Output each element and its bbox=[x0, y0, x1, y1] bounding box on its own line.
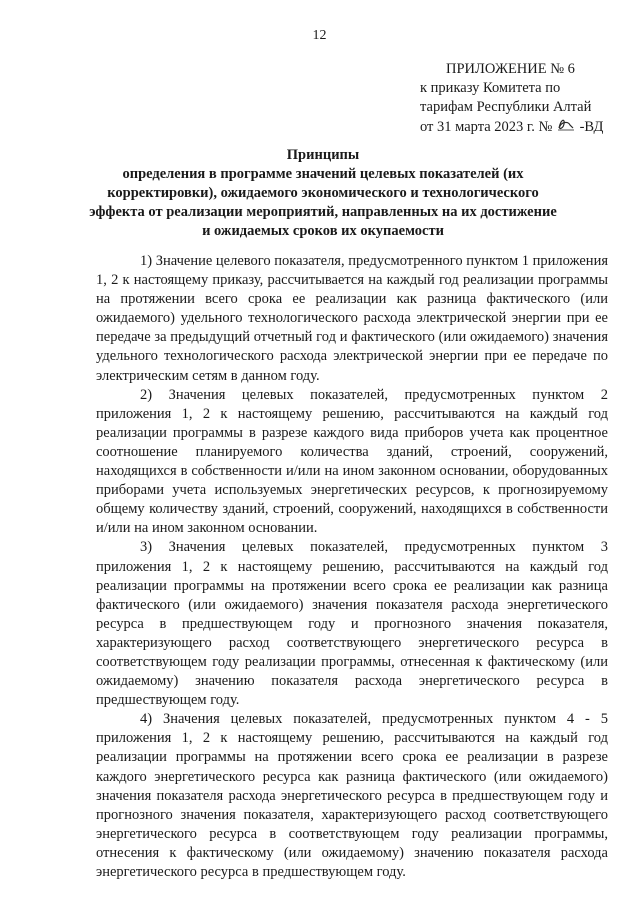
paragraph-3: 3) Значения целевых показателей, предусмотренных пунктом 3 приложения 1, 2 к настоящему решению, рассчитываются на каждый год реализации программы на протяжении всего срока ее реализации как разница фактического (или ожидаемого) значения показателя расхода энергетического ресурса в предшествующем году и прогнозного значения показателя, характеризующего расход соответствующего энергетического ресурса в соответствующем году реализации программы, отнесенная к фактическому (или ожидаемому) значению показателя расхода энергетического ресурса в предшествующем году. bbox=[96, 539, 608, 709]
handwritten-number-signature bbox=[556, 119, 580, 135]
appendix-date: от 31 марта 2023 г. № bbox=[420, 119, 553, 135]
heading-title: Принципы bbox=[286, 147, 360, 163]
appendix-date-line bbox=[420, 117, 630, 137]
paragraph-2: 2) Значения целевых показателей, предусмотренных пунктом 2 приложения 1, 2 к настоящему решению, рассчитываются на каждый год реализации программы в разрезе каждого вида приборов учета как процентное соотношение планируемого количества зданий, строений, сооружений, находящихся в собственности и/или на ином законном основании, оборудованных приборами учета используемых энергетических ресурсов, к прогнозируемому общему количеству зданий, строений, сооружений, находящихся в собственности и/или на ином законном основании. bbox=[96, 386, 608, 537]
heading-subtitle: определения в программе значений целевых показателей (их корректировки), ожидаемого экономического и технологического эффекта от реализации мероприятий, направленных на их достижение и ожидаемых сроков их окупаемости bbox=[89, 166, 557, 239]
appendix-line-2: тарифам Республики Алтай bbox=[420, 99, 592, 115]
paragraph-1: 1) Значение целевого показателя, предусмотренного пунктом 1 приложения 1, 2 к настоящему приказу, рассчитывается на каждый год реализации программы на протяжении всего срока ее реализации как разница фактического (или ожидаемого) удельного технологического расхода электрической энергии при ее передаче за предыдущий отчетный год и фактического (или ожидаемого) значения удельного технологического расхода электрической энергии при ее передаче по электрическим сетям в данном году. bbox=[96, 253, 608, 384]
appendix-title: ПРИЛОЖЕНИЕ № 6 bbox=[446, 61, 575, 77]
paragraph-4: 4) Значения целевых показателей, предусмотренных пунктом 4 - 5 приложения 1, 2 к настоящему решению, рассчитываются на каждый год реализации программы на протяжении всего срока ее реализации в разрезе каждого энергетического ресурса как разница фактического (или ожидаемого) значения показателя расхода энергетического ресурса в предшествующем году и прогнозного значения показателя, характеризующего расход соответствующего энергетического ресурса в соответствующем году реализации программы, отнесения к фактическому (или ожидаемому) значению показателя расхода энергетического ресурса в предшествующем году. bbox=[96, 711, 608, 880]
appendix-line-1: к приказу Комитета по bbox=[420, 80, 561, 96]
document-heading bbox=[88, 146, 558, 241]
document-body bbox=[96, 252, 608, 882]
appendix-number-suffix: -ВД bbox=[579, 119, 604, 135]
page-number: 12 bbox=[312, 28, 327, 43]
appendix-block bbox=[420, 60, 630, 137]
